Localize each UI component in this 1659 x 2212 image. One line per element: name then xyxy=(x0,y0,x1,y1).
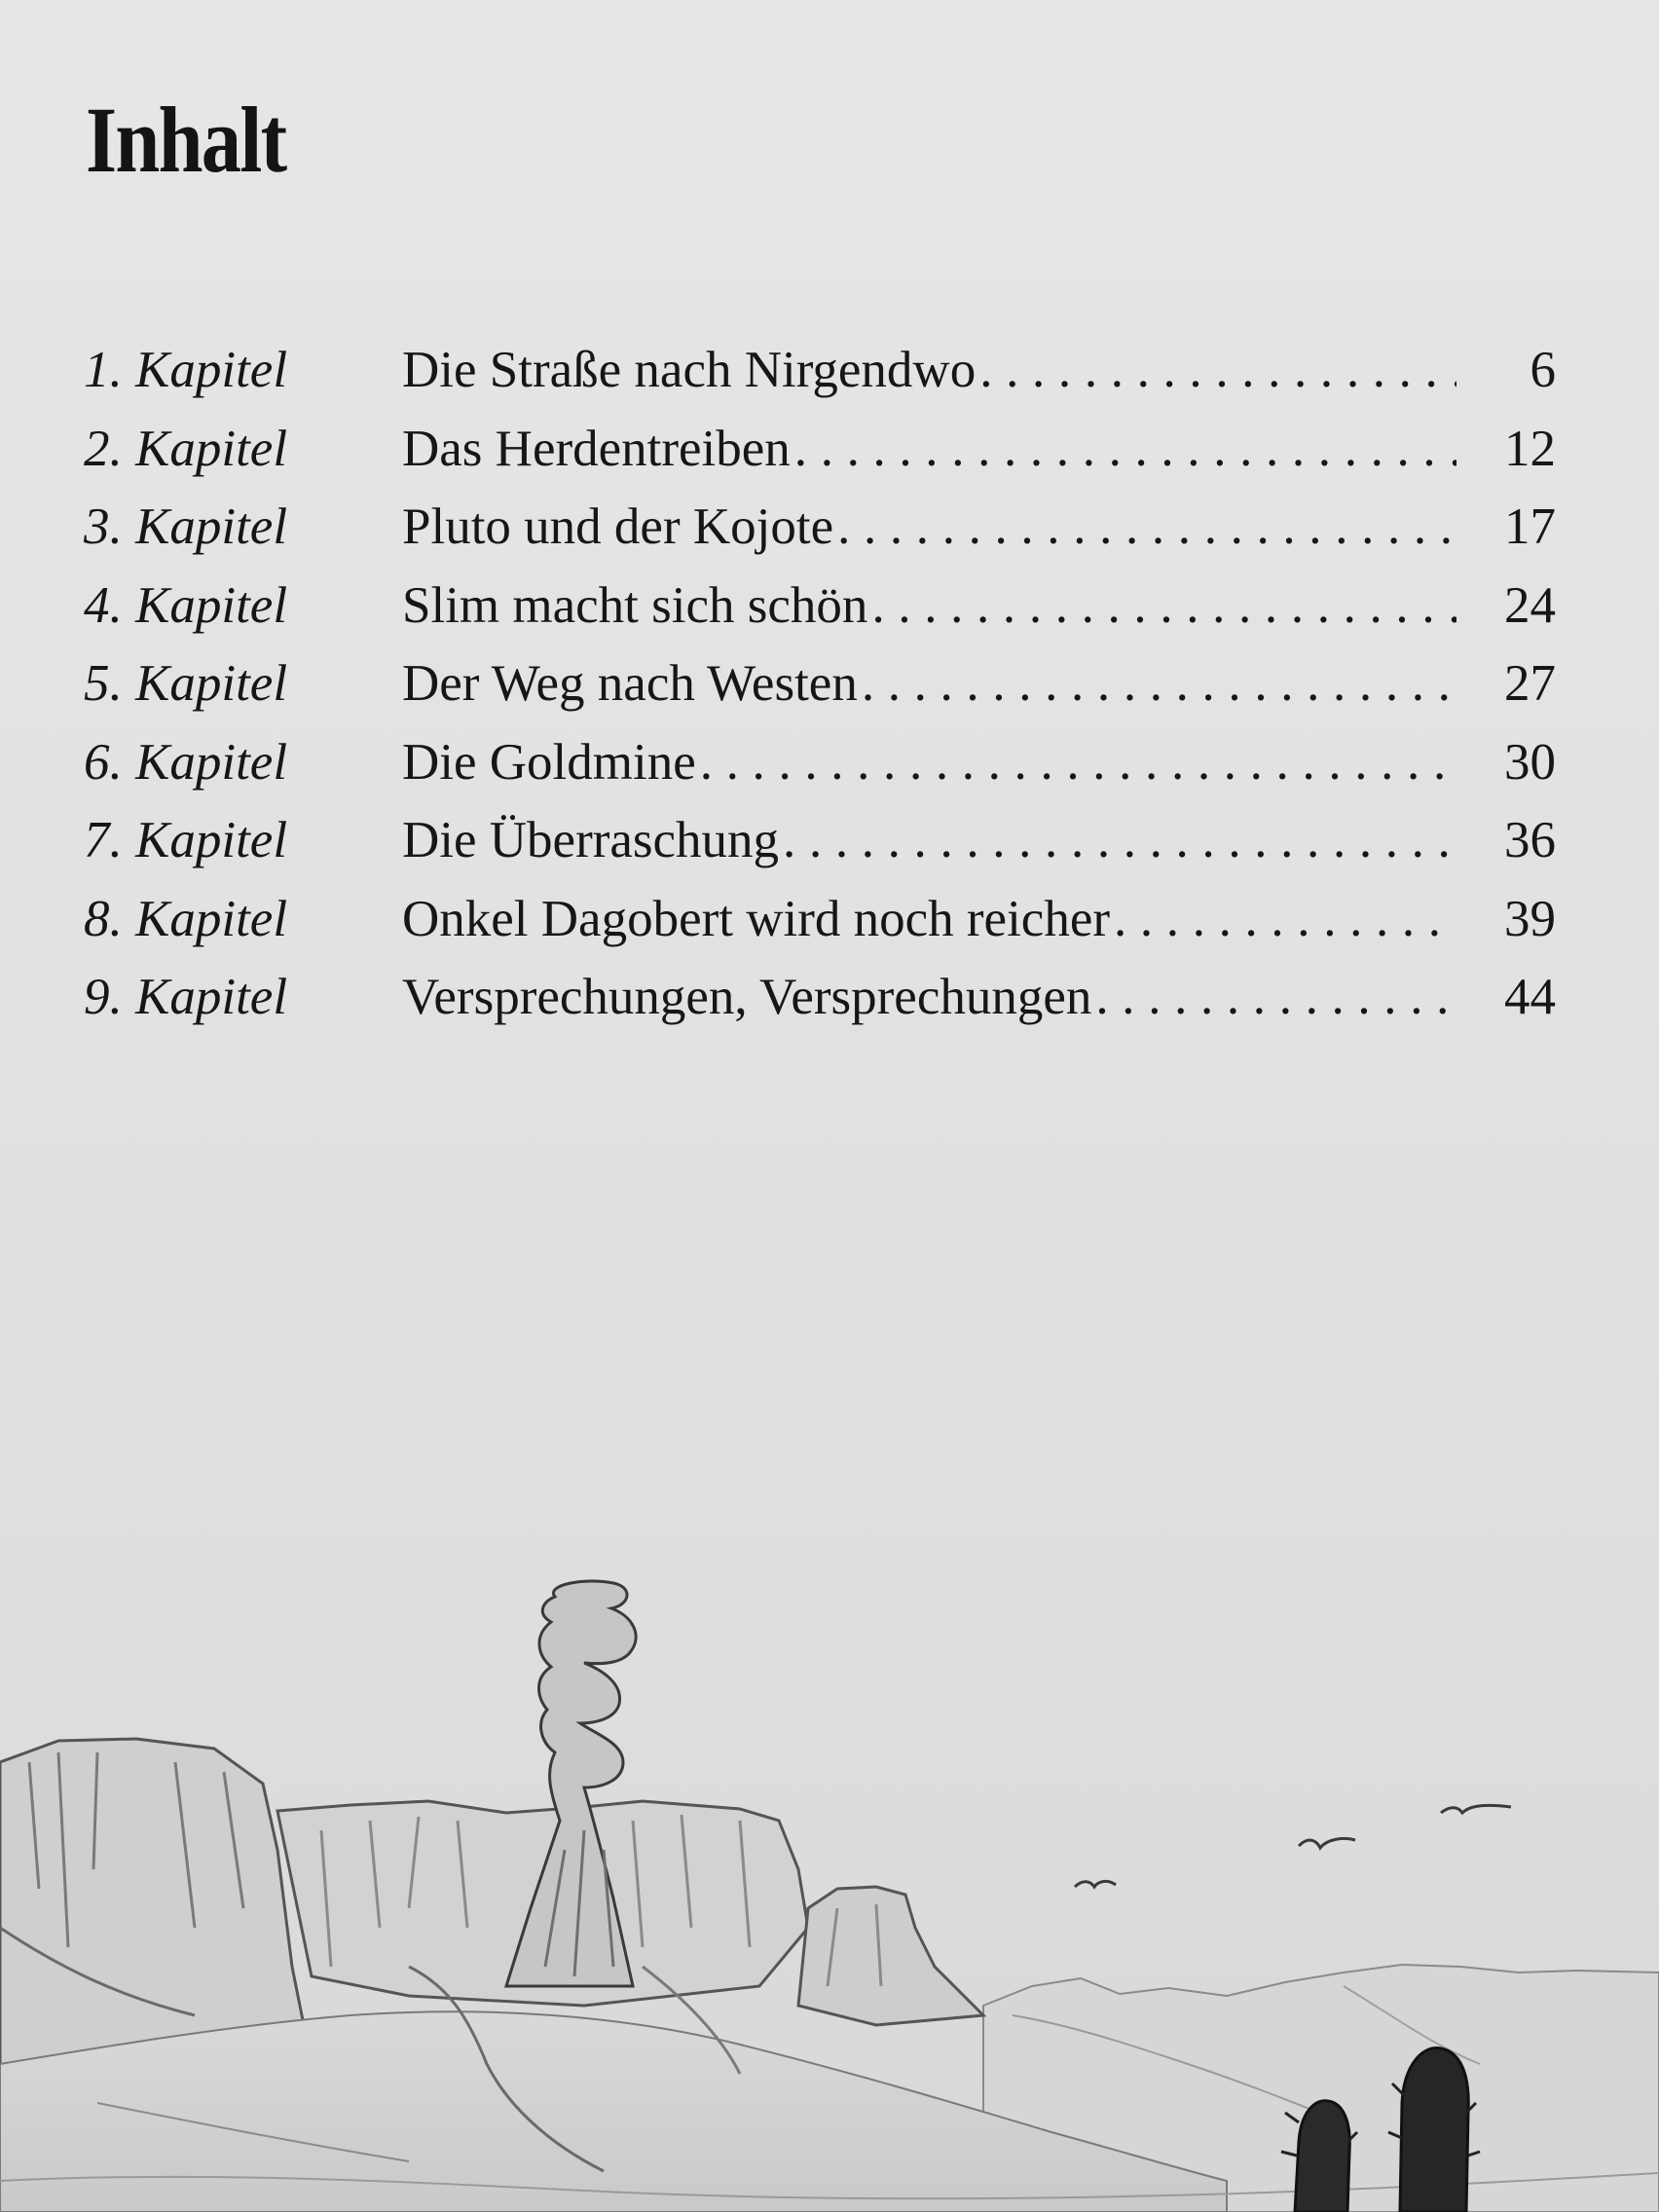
chapter-number: 2. Kapitel xyxy=(84,420,288,477)
chapter-number: 9. Kapitel xyxy=(84,969,288,1025)
chapter-title: Das Herdentreiben xyxy=(402,420,791,477)
dot-leader xyxy=(794,410,1456,488)
dot-leader xyxy=(837,488,1456,566)
dot-leader xyxy=(783,801,1456,879)
toc-entry-9 xyxy=(84,958,1556,1037)
toc-entry-8 xyxy=(84,880,1556,959)
chapter-title: Die Straße nach Nirgendwo xyxy=(402,342,977,398)
chapter-entry xyxy=(402,567,1478,645)
chapter-entry xyxy=(402,723,1478,801)
chapter-number: 5. Kapitel xyxy=(84,655,288,712)
page-number: 39 xyxy=(1504,890,1556,947)
page-number: 44 xyxy=(1504,969,1556,1025)
chapter-number: 4. Kapitel xyxy=(84,576,288,634)
chapter-number: 6. Kapitel xyxy=(84,733,288,791)
page-number: 30 xyxy=(1504,733,1556,791)
page-number: 12 xyxy=(1504,420,1556,477)
toc-entry-3 xyxy=(84,488,1556,567)
chapter-title: Die Überraschung xyxy=(402,812,780,868)
dot-leader xyxy=(700,723,1456,801)
dot-leader xyxy=(1114,880,1456,958)
chapter-entry xyxy=(402,880,1478,958)
chapter-title: Der Weg nach Westen xyxy=(402,655,858,712)
chapter-entry xyxy=(402,645,1478,722)
page-number: 24 xyxy=(1504,576,1556,634)
chapter-number: 3. Kapitel xyxy=(84,498,288,555)
page-number: 27 xyxy=(1504,655,1556,712)
toc-entry-4 xyxy=(84,567,1556,645)
page-number: 17 xyxy=(1504,498,1556,555)
chapter-entry xyxy=(402,488,1478,566)
chapter-entry xyxy=(402,331,1478,409)
dot-leader xyxy=(871,567,1456,645)
chapter-title: Onkel Dagobert wird noch reicher xyxy=(402,890,1110,947)
page-title: Inhalt xyxy=(86,88,286,192)
toc-entry-2 xyxy=(84,410,1556,489)
toc-entry-6 xyxy=(84,723,1556,802)
page-number: 36 xyxy=(1504,812,1556,868)
chapter-title: Versprechungen, Versprechungen xyxy=(402,969,1092,1025)
dot-leader xyxy=(862,645,1456,722)
toc-entry-7 xyxy=(84,801,1556,880)
chapter-entry xyxy=(402,410,1478,488)
chapter-number: 8. Kapitel xyxy=(84,890,288,947)
chapter-number: 1. Kapitel xyxy=(84,342,288,398)
chapter-title: Slim macht sich schön xyxy=(402,576,868,634)
chapter-entry xyxy=(402,801,1478,879)
toc-entry-1 xyxy=(84,331,1556,410)
chapter-number: 7. Kapitel xyxy=(84,812,288,868)
table-of-contents xyxy=(84,331,1556,1037)
chapter-entry xyxy=(402,958,1478,1036)
chapter-title: Pluto und der Kojote xyxy=(402,498,834,555)
toc-entry-5 xyxy=(84,645,1556,723)
desert-landscape-sketch-icon xyxy=(0,1558,1659,2212)
dot-leader xyxy=(1095,958,1456,1036)
chapter-title: Die Goldmine xyxy=(402,733,696,791)
dot-leader xyxy=(979,331,1456,409)
page-number: 6 xyxy=(1530,342,1556,398)
